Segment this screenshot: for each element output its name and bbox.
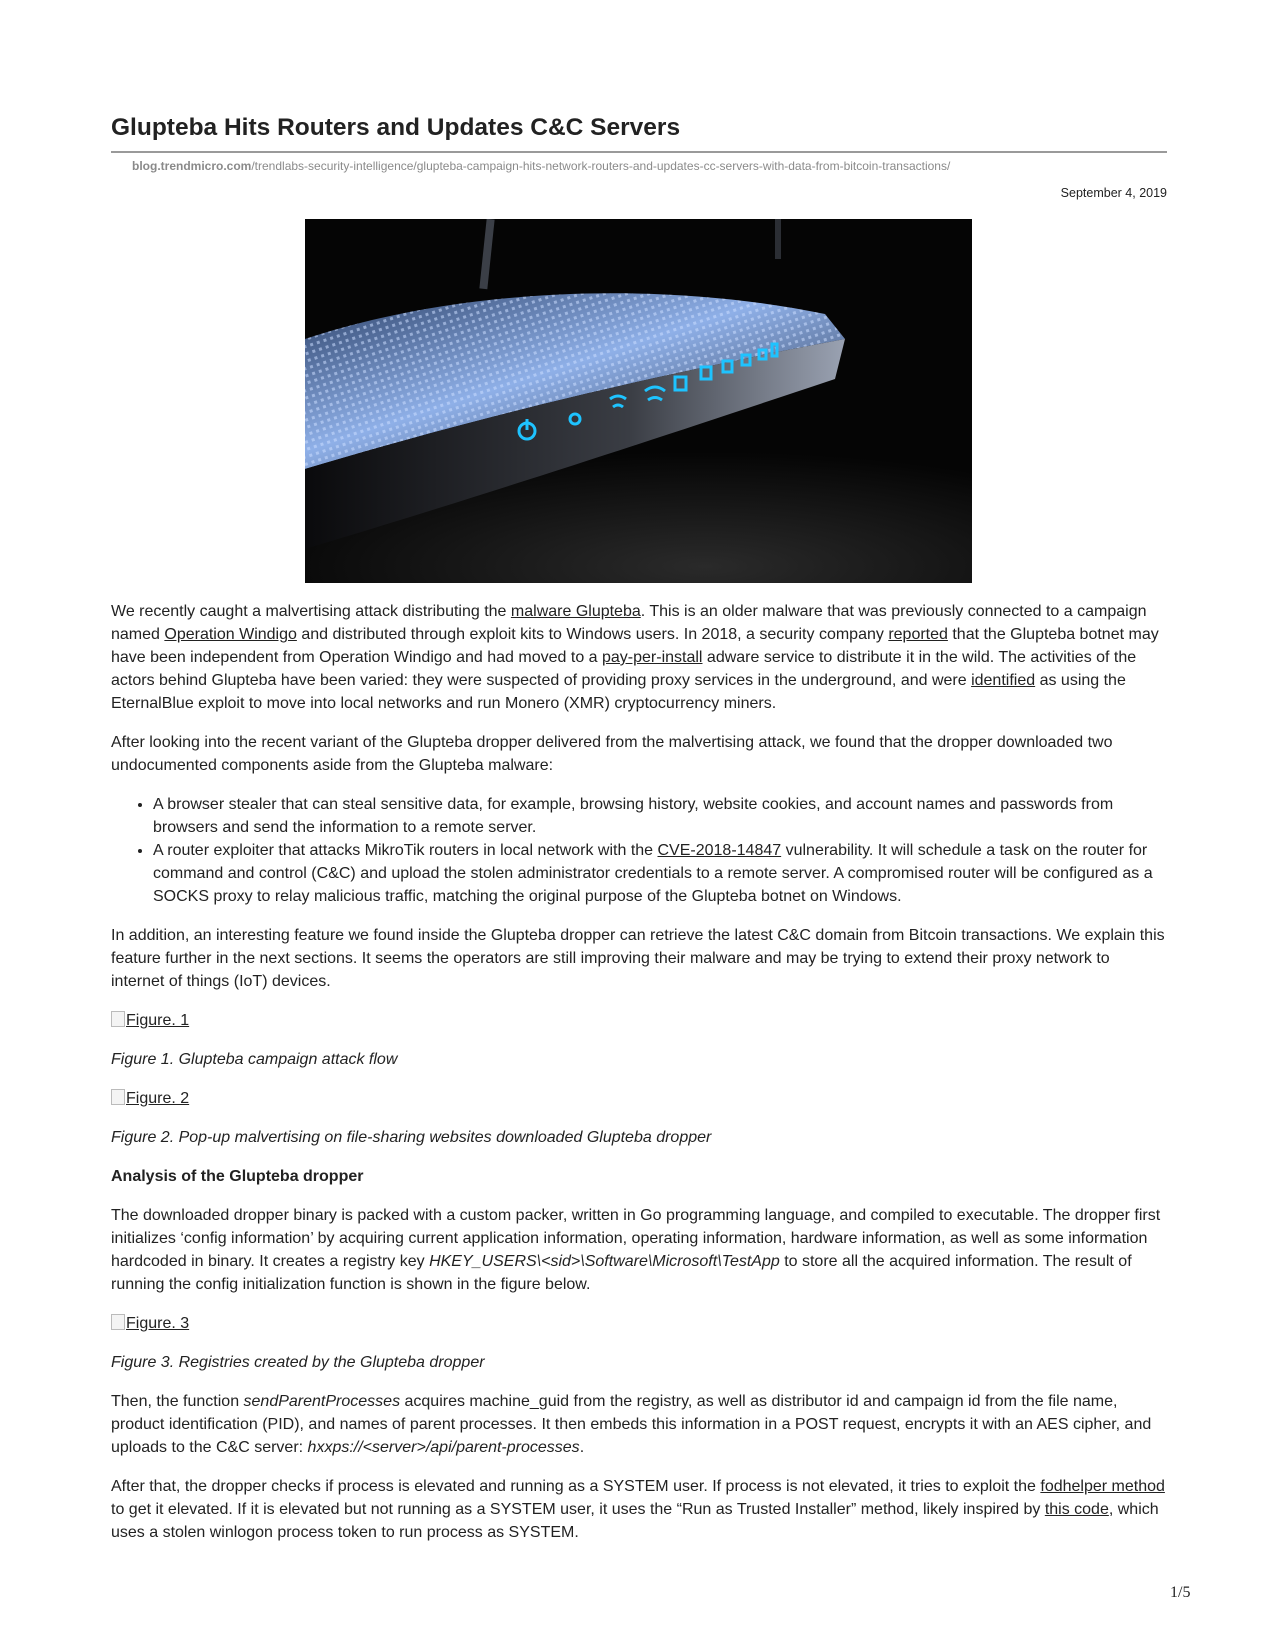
source-url[interactable] bbox=[132, 159, 950, 173]
broken-image-icon bbox=[111, 1089, 125, 1105]
text-run: Then, the function bbox=[111, 1393, 244, 1410]
text-run: , which uses a stolen winlogon process token to run process as SYSTEM. bbox=[111, 1501, 1159, 1541]
text-run: We recently caught a malvertising attack distributing the bbox=[111, 603, 511, 620]
source-domain[interactable]: blog.trendmicro.com bbox=[132, 159, 252, 173]
link-this-code[interactable]: this code bbox=[1044, 1501, 1109, 1518]
article-title: Glupteba Hits Routers and Updates C&C Servers bbox=[111, 114, 681, 141]
figure-1 bbox=[111, 1009, 1167, 1032]
text-run: adware service to distribute it in the wild. The activities of the actors behind Glupteba have been varied: they were suspected of providing proxy services in the underground, and were bbox=[111, 649, 1137, 689]
article-body bbox=[111, 600, 1167, 1560]
link-malware-glupteba[interactable]: malware Glupteba bbox=[510, 603, 641, 620]
text-run: to get it elevated. If it is elevated but not running as a SYSTEM user, it uses the “Run as Trusted Installer” method, likely inspired by bbox=[111, 1501, 1045, 1518]
figure-1-link[interactable] bbox=[111, 1009, 189, 1032]
text-run: as using the EternalBlue exploit to move into local networks and run Monero (XMR) cryptocurrency miners. bbox=[111, 672, 1126, 712]
figure-3-caption: Figure 3. Registries created by the Glupteba dropper bbox=[111, 1354, 485, 1371]
list-item-browser-stealer: • A browser stealer that can steal sensitive data, for example, browsing history, website cookies, and account names and passwords from browsers and send the information to a remote server. bbox=[153, 793, 1167, 839]
link-identified[interactable]: identified bbox=[971, 672, 1036, 689]
text-run: A router exploiter that attacks MikroTik routers in local network with the bbox=[153, 842, 658, 859]
figure-2-alt[interactable]: Figure. 2 bbox=[126, 1090, 190, 1107]
elevation-paragraph bbox=[111, 1475, 1167, 1544]
link-cve-2018-14847[interactable]: CVE-2018-14847 bbox=[657, 842, 782, 859]
text-run: and distributed through exploit kits to Windows users. In 2018, a security company bbox=[296, 626, 889, 643]
figure-3-link[interactable] bbox=[111, 1312, 189, 1335]
function-name: sendParentProcesses bbox=[243, 1393, 401, 1410]
router-illustration bbox=[305, 219, 972, 583]
figure-3 bbox=[111, 1312, 1167, 1335]
text-run: . This is an older malware that was previously connected to a campaign named bbox=[111, 603, 1147, 643]
figure-2 bbox=[111, 1087, 1167, 1110]
text-run: . bbox=[579, 1439, 585, 1456]
broken-image-icon bbox=[111, 1314, 125, 1330]
text-run: that the Glupteba botnet may have been independent from Operation Windigo and had moved to a bbox=[111, 626, 1159, 666]
cc-endpoint: hxxps://<server>/api/parent-processes bbox=[307, 1439, 580, 1456]
figure-2-link[interactable] bbox=[111, 1087, 189, 1110]
section-heading: Analysis of the Glupteba dropper bbox=[111, 1168, 364, 1185]
text-run: to store all the acquired information. The result of running the config initialization function is shown in the figure below. bbox=[111, 1253, 1132, 1293]
link-fodhelper-method[interactable]: fodhelper method bbox=[1040, 1478, 1165, 1495]
page-number: 1/5 bbox=[1170, 1584, 1191, 1601]
text-run: vulnerability. It will schedule a task on the router for command and control (C&C) and upload the stolen administrator credentials to a remote server. A compromised router will be configured as a SOCKS proxy to relay malicious traffic, matching the original purpose of the Glupteba botnet on Windows. bbox=[153, 842, 1153, 905]
figure-3-alt[interactable]: Figure. 3 bbox=[126, 1315, 190, 1332]
figure-1-alt[interactable]: Figure. 1 bbox=[126, 1012, 190, 1029]
list-item-router-exploiter bbox=[153, 839, 1167, 908]
registry-key: HKEY_USERS\<sid>\Software\Microsoft\TestApp bbox=[429, 1253, 780, 1270]
link-pay-per-install[interactable]: pay-per-install bbox=[602, 649, 703, 666]
source-path[interactable]: /trendlabs-security-intelligence/glupteba-campaign-hits-network-routers-and-updates-cc-servers-with-data-from-bitcoin-transactions/ bbox=[251, 159, 951, 173]
intro-paragraph bbox=[111, 600, 1167, 715]
text-run: After that, the dropper checks if process is elevated and running as a SYSTEM user. If process is not elevated, it tries to exploit the bbox=[111, 1478, 1041, 1495]
link-operation-windigo[interactable]: Operation Windigo bbox=[164, 626, 297, 643]
text-run: The downloaded dropper binary is packed with a custom packer, written in Go programming language, and compiled to executable. The dropper first initializes ‘config information’ by acquiring current application information, operating information, hardware information, as well as some information hardcoded in binary. It creates a registry key bbox=[111, 1207, 1161, 1270]
parent-processes-paragraph bbox=[111, 1390, 1167, 1459]
dropper-paragraph bbox=[111, 1204, 1167, 1296]
components-paragraph: After looking into the recent variant of the Glupteba dropper delivered from the malvertising attack, we found that the dropper downloaded two undocumented components aside from the Glupteba malware: bbox=[111, 734, 1113, 774]
bitcoin-paragraph: In addition, an interesting feature we found inside the Glupteba dropper can retrieve the latest C&C domain from Bitcoin transactions. We explain this feature further in the next sections. It seems the operators are still improving their malware and may be trying to extend their proxy network to internet of things (IoT) devices. bbox=[111, 927, 1165, 990]
link-reported[interactable]: reported bbox=[888, 626, 948, 643]
text-run: acquires machine_guid from the registry, as well as distributor id and campaign id from the file name, product identification (PID), and names of parent processes. It then embeds this information in a POST request, encrypts it with an AES cipher, and uploads to the C&C server: bbox=[111, 1393, 1152, 1456]
figure-2-caption: Figure 2. Pop-up malvertising on file-sharing websites downloaded Glupteba dropper bbox=[111, 1129, 712, 1146]
publish-date: September 4, 2019 bbox=[1060, 186, 1167, 200]
hero-router-image bbox=[305, 219, 972, 583]
title-divider bbox=[111, 151, 1167, 153]
components-list bbox=[111, 793, 1167, 908]
figure-1-caption: Figure 1. Glupteba campaign attack flow bbox=[111, 1051, 398, 1068]
broken-image-icon bbox=[111, 1011, 125, 1027]
